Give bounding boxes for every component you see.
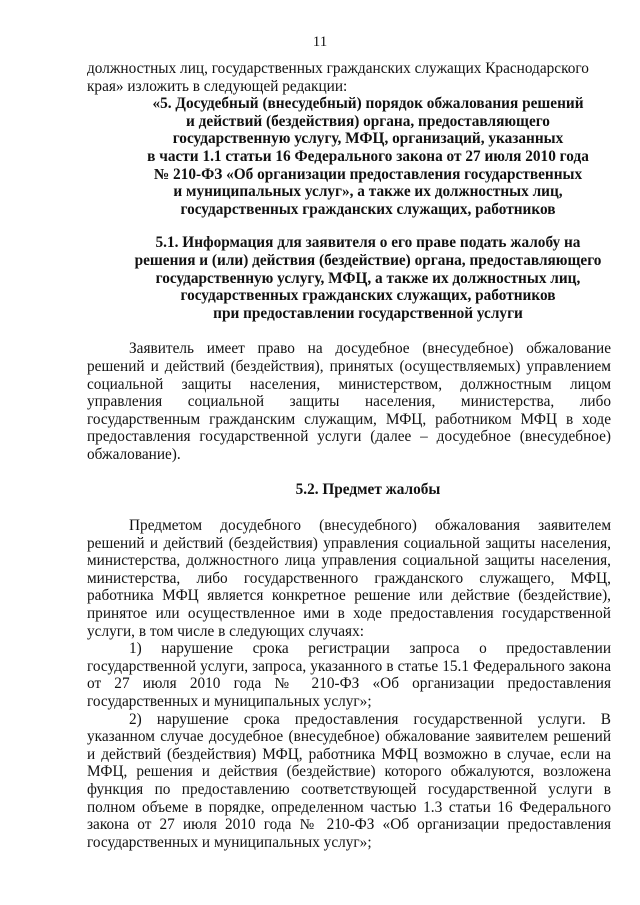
section-5-title-line: государственную услугу, МФЦ, организаций, указанных (172, 130, 564, 148)
section-5-title-line: «5. Досудебный (внесудебный) порядок обжалования решений (152, 95, 584, 113)
section-5-title-line: и муниципальных услуг», а также их должностных лиц, (173, 183, 563, 201)
section-5-title-line: в части 1.1 статьи 16 Федерального закона от 27 июля 2010 года (147, 147, 589, 165)
section-5-1-title-line: государственных гражданских служащих, работников (180, 287, 556, 305)
intro-line-2: края» изложить в следующей редакции: (87, 77, 348, 95)
section-5-1-title-line: государственную услугу, МФЦ, а также их должностных лиц, (155, 269, 581, 287)
list-item-1: 1) нарушение срока регистрации запроса о предоставлении государственной услуги, запроса, указанного в статье 15.1 Федерального закона от 27 июля 2010 года № 210-ФЗ «Об организации предоставления государственных и муниципальных услуг»; (87, 640, 611, 710)
section-5-title-line: и действий (бездействия) органа, предоставляющего (186, 112, 550, 130)
section-5-1-title-line: решения и (или) действия (бездействие) органа, предоставляющего (134, 251, 602, 269)
section-5-title-line: № 210-ФЗ «Об организации предоставления государственных (153, 165, 583, 183)
section-5-2-paragraph: Предметом досудебного (внесудебного) обжалования заявителем решений и действий (бездействия) управления социальной защиты населения, министерства, должностного лица управления социальной защиты населения, министерства, либо государственного гражданского служащего, МФЦ, работника МФЦ является конкретное решение или действие (бездействие), принятое или осуществленное ими в ходе предоставления государственной услуги, в том числе в следующих случаях: (87, 517, 611, 640)
section-5-1-title (87, 234, 611, 322)
section-5-title (87, 95, 611, 218)
section-5-1-paragraph: Заявитель имеет право на досудебное (внесудебное) обжалование решений и действий (бездействия), принятых (осуществляемых) управлением социальной защиты населения, министерством, должностным лицом управления социальной защиты населения, министерства, либо государственным гражданским служащим, МФЦ, работником МФЦ в ходе предоставления государственной услуги (далее – досудебное (внесудебное) обжалование). (87, 340, 611, 463)
page-number: 11 (312, 34, 328, 50)
list-item-2: 2) нарушение срока предоставления государственной услуги. В указанном случае досудебное (внесудебное) обжалование заявителем решений и действий (бездействия) МФЦ, работника МФЦ возможно в случае, если на МФЦ, решения и действия (бездействие) которого обжалуются, возложена функция по предоставлению соответствующей государственной услуги в полном объеме в порядке, определенном частью 1.3 статьи 16 Федерального закона от 27 июля 2010 года № 210-ФЗ «Об организации предоставления государственных и муниципальных услуг»; (87, 710, 611, 851)
section-5-2-title: 5.2. Предмет жалобы (295, 481, 441, 499)
intro-paragraph (87, 60, 611, 95)
page-content (87, 60, 611, 851)
intro-line-1: должностных лиц, государственных гражданских служащих Краснодарского (87, 60, 589, 77)
section-5-1-title-line: 5.1. Информация для заявителя о его праве подать жалобу на (155, 234, 581, 252)
section-5-title-line: государственных гражданских служащих, работников (180, 200, 556, 218)
section-5-1-title-line: при предоставлении государственной услуги (213, 304, 523, 322)
